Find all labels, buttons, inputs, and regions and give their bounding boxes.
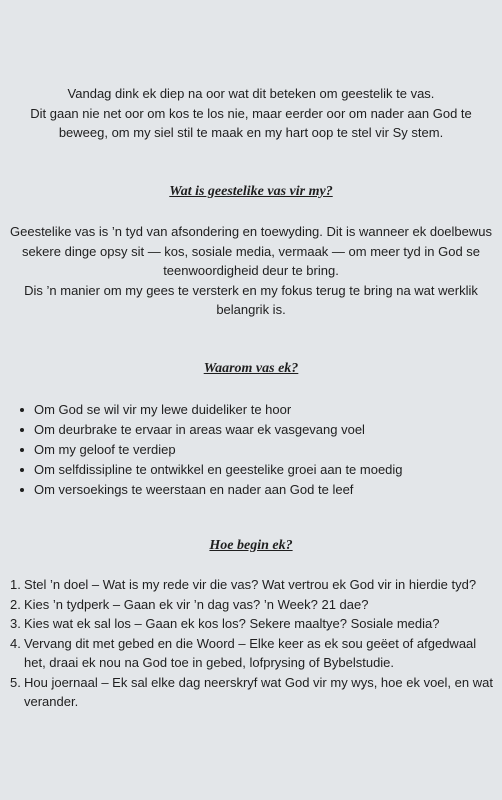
intro-line-2: Dit gaan nie net oor om kos te los nie, maar eerder oor om nader aan God te beweeg, om my siel stil te maak en my hart oop te stel vir Sy stem. (30, 105, 472, 140)
list-item-number: 4. (10, 635, 21, 651)
list-item-text: Vervang dit met gebed en die Woord – Elke keer as ek sou geëet of afgedwaal het, draai ek nou na God toe in gebed, lofprysing of Bybelstudie. (24, 635, 477, 670)
list-item: Om deurbrake te ervaar in areas waar ek vasgevang voel (24, 420, 403, 440)
section-what-body (0, 222, 502, 320)
section-heading-how: Hoe begin ek? (209, 538, 293, 553)
list-item-number: 1. (10, 577, 21, 592)
list-item-number: 3. (10, 616, 21, 631)
list-item-text: Kies wat ek sal los – Gaan ek kos los? Sekere maaltye? Sosiale media? (24, 616, 440, 631)
section-what-para-2: Dis ’n manier om my gees te versterk en my fokus terug te bring na wat werklik belangrik is. (24, 282, 478, 317)
list-item (10, 634, 498, 673)
list-item: Om selfdissipline te ontwikkel en geestelike groei aan te moedig (24, 460, 403, 480)
why-bullet-list (10, 400, 403, 500)
list-item-number: 5. (10, 674, 21, 690)
how-numbered-list (10, 575, 498, 712)
section-heading-what: Wat is geestelike vas vir my? (169, 184, 333, 199)
list-item-text: Hou joernaal – Ek sal elke dag neerskryf wat God vir my wys, hoe ek voel, en wat verander. (24, 674, 493, 709)
list-item (10, 575, 498, 595)
section-heading-why: Waarom vas ek? (203, 361, 299, 376)
list-item-text: Kies ’n tydperk – Gaan ek vir ’n dag vas? ’n Week? 21 dae? (24, 596, 369, 612)
list-item (10, 614, 498, 634)
list-item: Om God se wil vir my lewe duideliker te hoor (24, 400, 403, 420)
list-item (10, 595, 498, 615)
list-item: Om my geloof te verdiep (24, 440, 403, 460)
intro-paragraph (0, 84, 502, 143)
list-item (10, 673, 498, 712)
intro-line-1: Vandag dink ek diep na oor wat dit beteken om geestelik te vas. (67, 86, 435, 101)
list-item-text: Stel ’n doel – Wat is my rede vir die vas? Wat vertrou ek God vir in hierdie tyd? (24, 577, 477, 592)
list-item-number: 2. (10, 596, 21, 612)
section-what-para-1: Geestelike vas is ’n tyd van afsondering en toewyding. Dit is wanneer ek doelbewus sekere dinge opsy sit — kos, sosiale media, vermaak — om meer tyd in God se teenwoordigheid deur te bring. (10, 224, 492, 278)
list-item: Om versoekings te weerstaan en nader aan God te leef (24, 480, 403, 500)
